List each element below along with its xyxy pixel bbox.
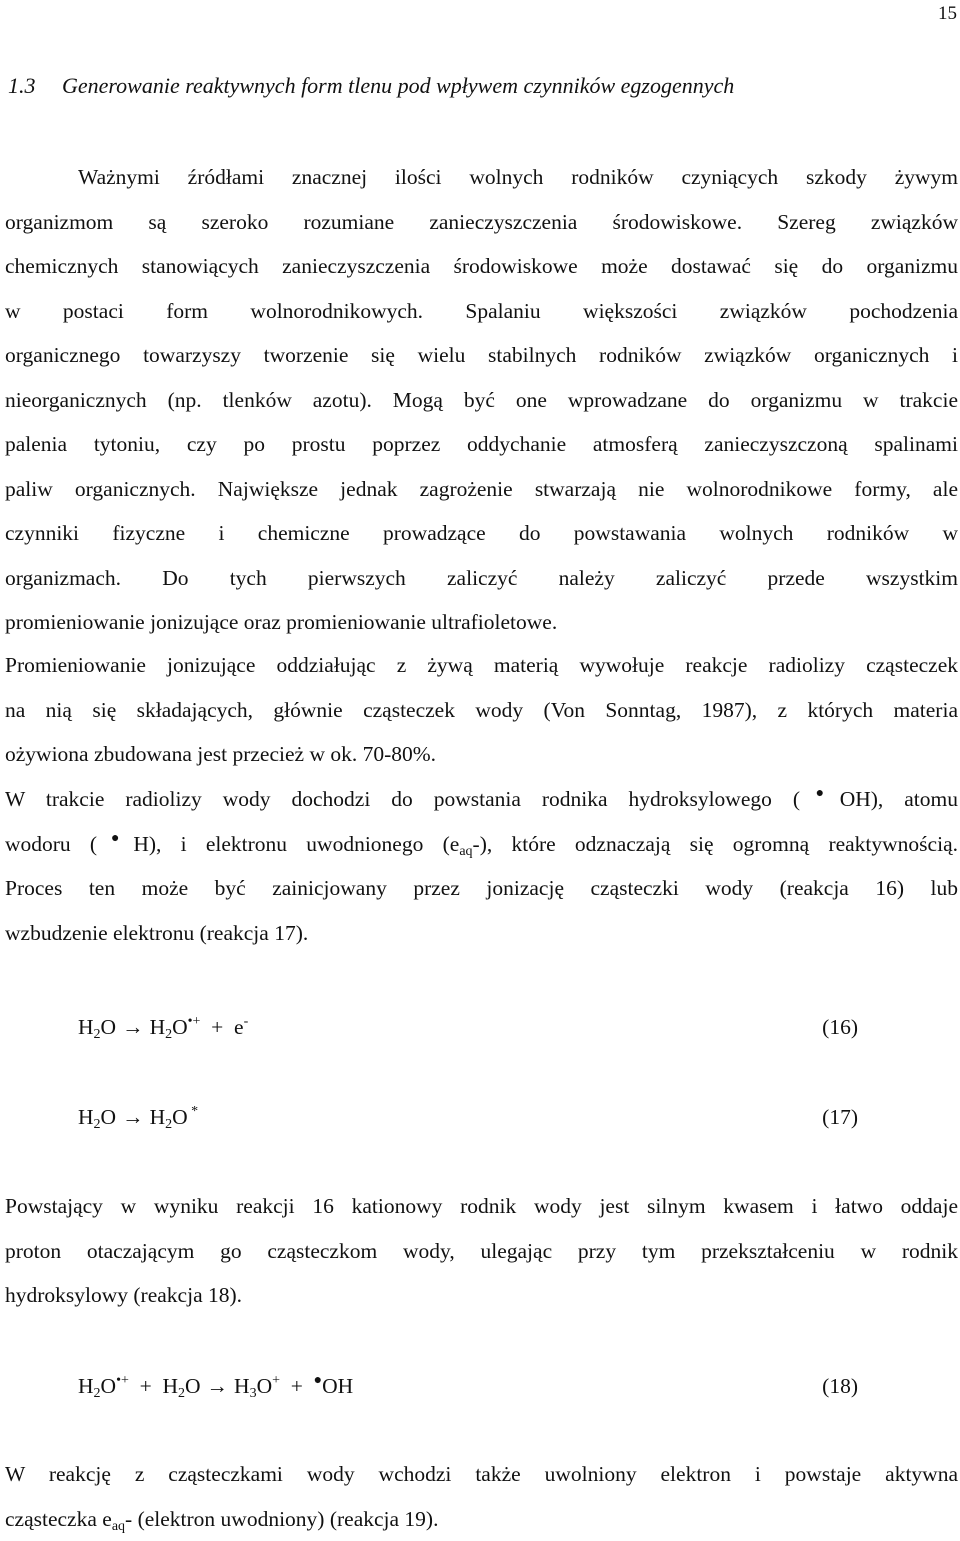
equation-18 [78, 1371, 858, 1401]
text-line: czynniki fizyczne i chemiczne prowadzące do powstawania wolnych rodników w [5, 511, 958, 556]
reaction-arrow-icon: → [207, 1371, 229, 1401]
text-line: na nią się składających, głównie cząsteczek wody (Von Sonntag, 1987), z których materia [5, 688, 958, 733]
reaction-arrow-icon: → [122, 1012, 144, 1042]
text-line: Promieniowanie jonizujące oddziałując z żywą materią wywołuje reakcje radiolizy cząsteczek [5, 643, 958, 688]
section-title-text: Generowanie reaktywnych form tlenu pod wpływem czynników egzogennych [62, 73, 734, 98]
paragraph-3 [5, 777, 958, 955]
text-line: ożywiona zbudowana jest przecież w ok. 70-80%. [5, 732, 958, 777]
equation-number: (18) [822, 1371, 858, 1401]
equation-16 [78, 1012, 858, 1042]
text-line: hydroksylowy (reakcja 18). [5, 1273, 958, 1318]
radical-dot: ● [97, 831, 133, 846]
reaction-arrow-icon: → [122, 1102, 144, 1132]
text-line: w postaci form wolnorodnikowych. Spalaniu większości związków pochodzenia [5, 289, 958, 334]
section-number: 1.3 [8, 73, 62, 99]
text-line: organizmach. Do tych pierwszych zaliczyć należy zaliczyć przede wszystkim [5, 556, 958, 601]
radical-dot: ● [800, 786, 840, 801]
text-line: wzbudzenie elektronu (reakcja 17). [5, 911, 958, 956]
paragraph-4 [5, 1184, 958, 1318]
text-line: Ważnymi źródłami znacznej ilości wolnych rodników czyniących szkody żywym [78, 165, 958, 189]
text-line: nieorganicznych (np. tlenków azotu). Mogą być one wprowadzane do organizmu w trakcie [5, 378, 958, 423]
text-line: chemicznych stanowiących zanieczyszczenia środowiskowe może dostawać się do organizmu [5, 244, 958, 289]
text-line: palenia tytoniu, czy po prostu poprzez oddychanie atmosferą zanieczyszczoną spalinami [5, 422, 958, 467]
text-line: proton otaczającym go cząsteczkom wody, ulegając przy tym przekształceniu w rodnik [5, 1229, 958, 1274]
text-line: Proces ten może być zainicjowany przez jonizację cząsteczki wody (reakcja 16) lub [5, 866, 958, 911]
equation-expression: $H_2O \to H_2O^{•+} + e^-$ [78, 1012, 248, 1042]
text-line: W trakcie radiolizy wody dochodzi do powstania rodnika hydroksylowego (●OH), atomu [5, 777, 958, 822]
text-line: organizmom są szeroko rozumiane zanieczyszczenia środowiskowe. Szereg związków [5, 200, 958, 245]
equation-expression: $H_2O^{•+} + H_2O \to H_3O^+ + ^●OH$ [78, 1371, 353, 1401]
equation-expression: $H_2O \to H_2O$ * [78, 1102, 198, 1132]
text-line: wodoru (●H), i elektronu uwodnionego $(e_{aq}-)$, które odznaczają się ogromną reaktywnością. [5, 822, 958, 867]
text-line: promieniowanie jonizujące oraz promieniowanie ultrafioletowe. [5, 600, 958, 645]
text-line: W reakcję z cząsteczkami wody wchodzi także uwolniony elektron i powstaje aktywna [5, 1452, 958, 1497]
text-line: organicznego towarzyszy tworzenie się wielu stabilnych rodników związków organicznych i [5, 333, 958, 378]
paragraph-5 [5, 1452, 958, 1541]
equation-17 [78, 1102, 858, 1132]
paragraph-2 [5, 643, 958, 777]
text-line: paliw organicznych. Największe jednak zagrożenie stwarzają nie wolnorodnikowe formy, ale [5, 467, 958, 512]
paragraph-1 [5, 155, 958, 645]
text-line: Powstający w wyniku reakcji 16 kationowy rodnik wody jest silnym kwasem i łatwo oddaje [5, 1184, 958, 1229]
page-number: 15 [938, 3, 957, 25]
equation-number: (16) [822, 1012, 858, 1042]
section-title [8, 73, 734, 99]
text-line: cząsteczka $e_{aq}-$ (elektron uwodniony) (reakcja 19). [5, 1497, 958, 1541]
equation-number: (17) [822, 1102, 858, 1132]
